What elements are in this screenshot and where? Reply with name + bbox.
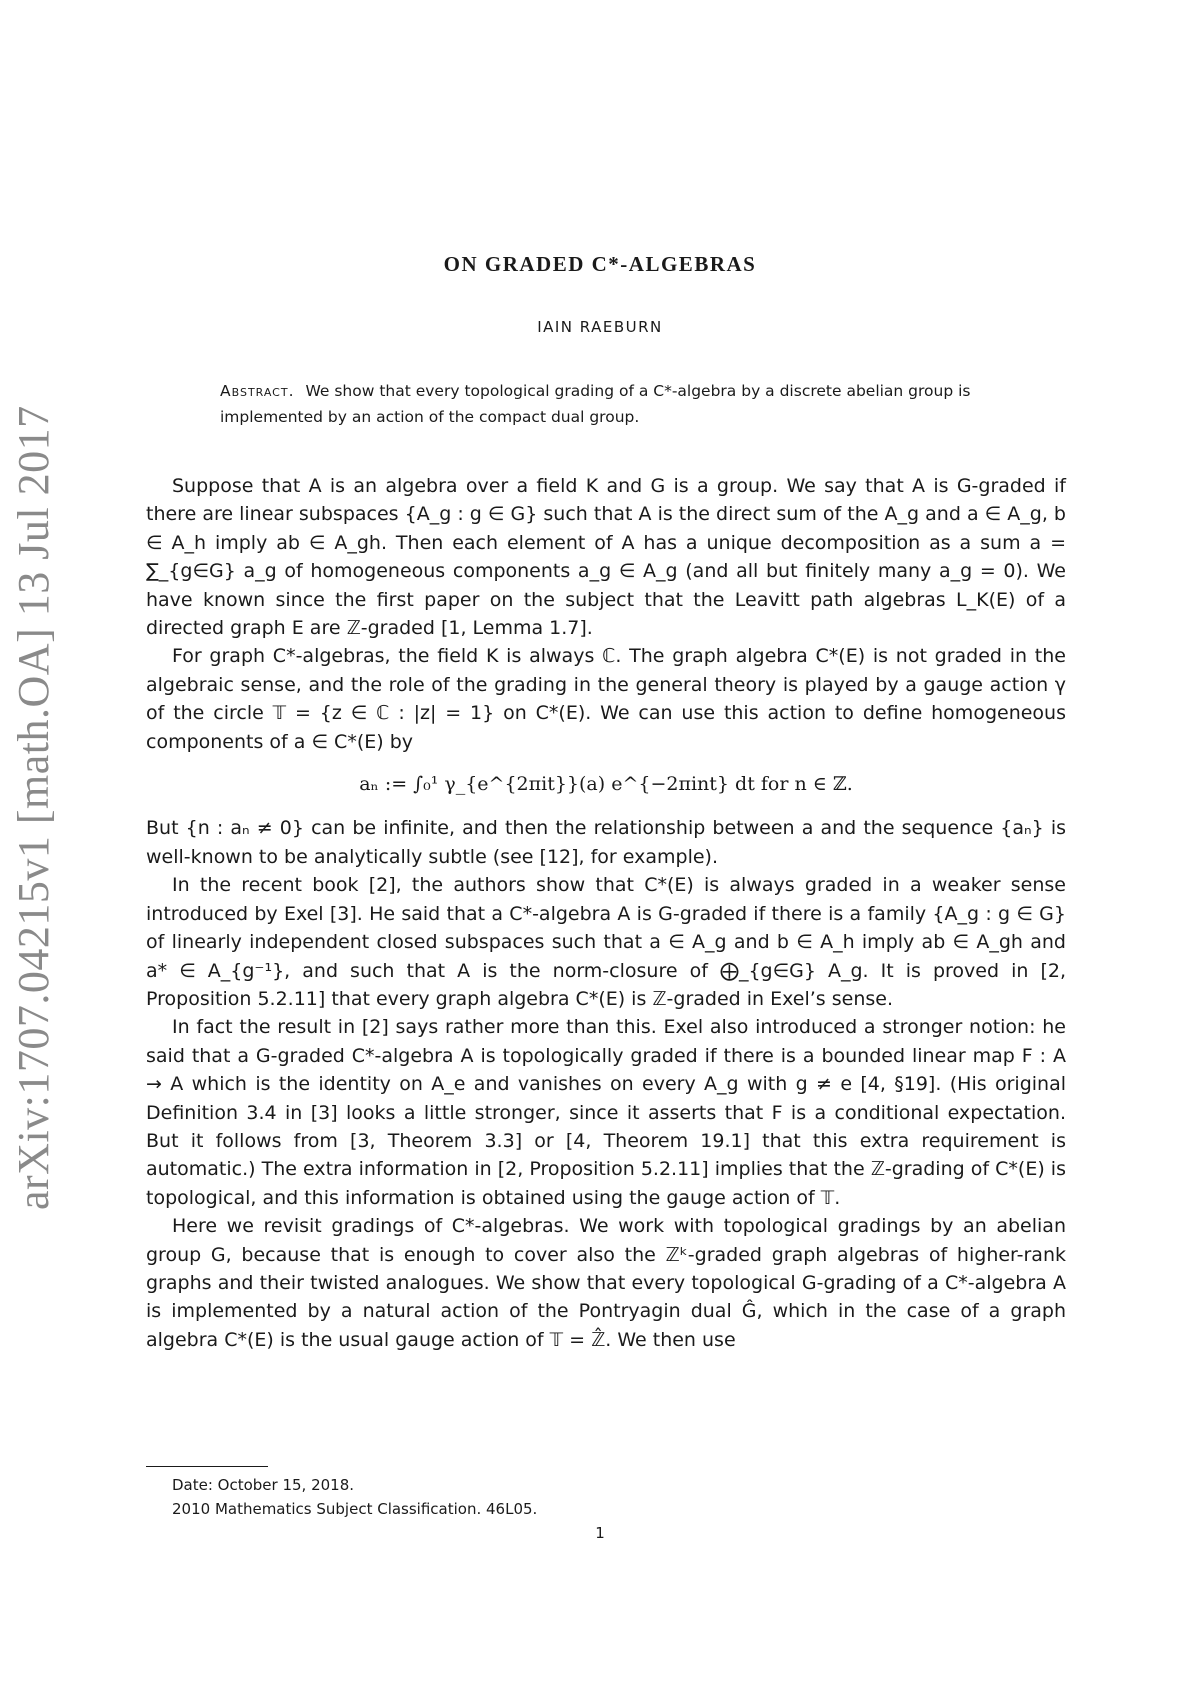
arxiv-stamp: arXiv:1707.04215v1 [math.OA] 13 Jul 2017 [9, 405, 58, 1210]
paragraph: But {n : aₙ ≠ 0} can be infinite, and then the relationship between a and the sequence {aₙ} is well-known to be analytically subtle (see [12], for example). [146, 817, 1066, 868]
footnote-rule [146, 1466, 268, 1467]
abstract-text: We show that every topological grading of a C*-algebra by a discrete abelian group is implemented by an action of the compact dual group. [220, 382, 971, 426]
abstract-heading: Abstract. [220, 382, 295, 400]
footnote-msc: 2010 Mathematics Subject Classification. 46L05. [172, 1500, 538, 1518]
footnote-date: Date: October 15, 2018. [172, 1476, 355, 1494]
paragraph: In fact the result in [2] says rather more than this. Exel also introduced a stronger notion: he said that a G-graded C*-algebra A is topologically graded if there is a bounded linear map F : A → A which is the identity on A_e and vanishes on every A_g with g ≠ e [4, §19]. (His original Definition 3.4 in [3] looks a little stronger, since it asserts that F is a conditional expectation. But it follows from [3, Theorem 3.3] or [4, Theorem 19.1] that this extra requirement is automatic.) The extra information in [2, Proposition 5.2.11] implies that the ℤ-grading of C*(E) is topological, and this information is obtained using the gauge action of 𝕋. [146, 1016, 1066, 1209]
body-text [146, 472, 1066, 1354]
paragraph: For graph C*-algebras, the field K is always ℂ. The graph algebra C*(E) is not graded in the algebraic sense, and the role of the grading in the general theory is played by a gauge action γ of the circle 𝕋 = {z ∈ ℂ : |z| = 1} on C*(E). We can use this action to define homogeneous components of a ∈ C*(E) by [146, 645, 1066, 753]
display-equation: aₙ := ∫₀¹ γ_{e^{2πit}}(a) e^{−2πint} dt for n ∈ ℤ. [359, 773, 853, 796]
paper-title: ON GRADED C*-ALGEBRAS [443, 252, 757, 276]
abstract [220, 378, 990, 430]
author-name: IAIN RAEBURN [537, 318, 663, 336]
paragraph: In the recent book [2], the authors show that C*(E) is always graded in a weaker sense introduced by Exel [3]. He said that a C*-algebra A is G-graded if there is a family {A_g : g ∈ G} of linearly independent closed subspaces such that a ∈ A_g and b ∈ A_h imply ab ∈ A_gh and a* ∈ A_{g⁻¹}, and such that A is the norm-closure of ⨁_{g∈G} A_g. It is proved in [2, Proposition 5.2.11] that every graph algebra C*(E) is ℤ-graded in Exel’s sense. [146, 874, 1066, 1010]
paragraph: Suppose that A is an algebra over a field K and G is a group. We say that A is G-graded if there are linear subspaces {A_g : g ∈ G} such that A is the direct sum of the A_g and a ∈ A_g, b ∈ A_h imply ab ∈ A_gh. Then each element of A has a unique decomposition as a sum a = ∑_{g∈G} a_g of homogeneous components a_g ∈ A_g (and all but finitely many a_g = 0). We have known since the first paper on the subject that the Leavitt path algebras L_K(E) of a directed graph E are ℤ-graded [1, Lemma 1.7]. [146, 475, 1066, 640]
paragraph: Here we revisit gradings of C*-algebras. We work with topological gradings by an abelian group G, because that is enough to cover also the ℤᵏ-graded graph algebras of higher-rank graphs and their twisted analogues. We show that every topological G-grading of a C*-algebra A is implemented by a natural action of the Pontryagin dual Ĝ, which in the case of a graph algebra C*(E) is the usual gauge action of 𝕋 = ℤ̂. We then use [146, 1215, 1066, 1351]
page-number: 1 [595, 1524, 605, 1542]
